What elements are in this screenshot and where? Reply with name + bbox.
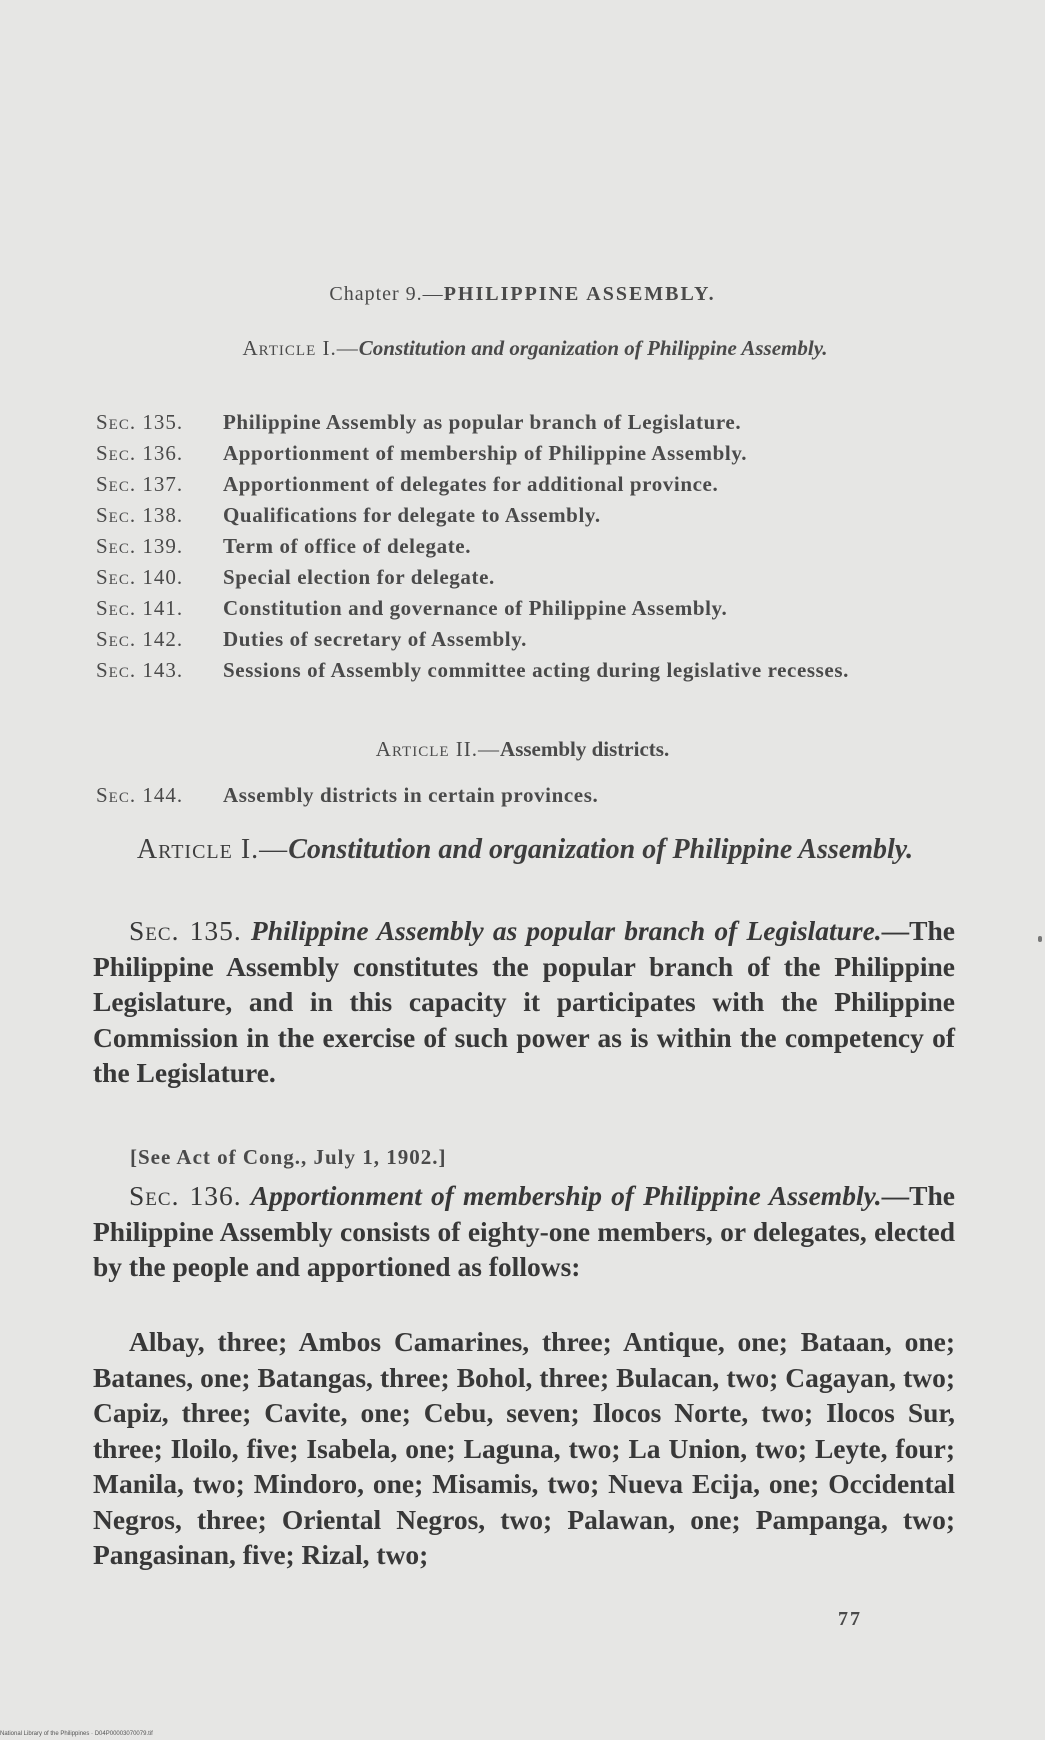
toc-article-1-heading [175, 333, 895, 363]
toc-article-title: Constitution and organization of Philippine Assembly. [358, 336, 828, 360]
toc-section-list-2 [96, 780, 966, 811]
toc-section-number: Sec. 135. [96, 410, 184, 434]
page-number: 77 [838, 1608, 862, 1630]
toc-article-label: Article I.— [242, 336, 359, 360]
toc-section-number: Sec. 137. [96, 472, 184, 496]
toc-section-number: Sec. 143. [96, 658, 184, 682]
toc-entry [96, 562, 966, 593]
section-text: —The Philippine Assembly constitutes the popular branch of the Philippine Legislature, and in this capacity it participates with the Philippine Commission in the exercise of such power as is within the competency of the Legislature. [93, 915, 956, 1088]
section-number: Sec. 135. [129, 915, 242, 946]
section-number: Sec. 136. [129, 1180, 242, 1211]
toc-section-title: Term of office of delegate. [223, 534, 472, 558]
section-caption: Philippine Assembly as popular branch of Legislature. [250, 915, 882, 946]
toc-section-number: Sec. 141. [96, 596, 184, 620]
chapter-title: PHILIPPINE ASSEMBLY. [443, 283, 716, 305]
toc-article-label: Article II.— [375, 737, 501, 761]
scan-credit-footer: National Library of the Philippines · D04P00003070079.tif [0, 1731, 153, 1737]
toc-section-number: Sec. 138. [96, 503, 184, 527]
section-135-paragraph [93, 913, 955, 1091]
toc-entry [96, 624, 966, 655]
toc-section-title: Sessions of Assembly committee acting during legislative recesses. [223, 658, 849, 682]
scan-edge-mark [1038, 936, 1042, 942]
body-article-label: Article I.— [136, 834, 289, 865]
toc-article-2-heading [0, 734, 1045, 764]
toc-entry [96, 655, 966, 686]
toc-section-title: Philippine Assembly as popular branch of Legislature. [223, 410, 742, 434]
toc-section-title: Special election for delegate. [223, 565, 495, 589]
body-article-1-heading [95, 832, 955, 868]
section-caption: Apportionment of membership of Philippine Assembly. [250, 1180, 882, 1211]
toc-entry [96, 469, 966, 500]
body-article-title: Constitution and organization of Philippine Assembly. [288, 834, 914, 865]
toc-section-title: Duties of secretary of Assembly. [223, 627, 528, 651]
toc-entry [96, 531, 966, 562]
toc-section-number: Sec. 142. [96, 627, 184, 651]
toc-section-title: Assembly districts in certain provinces. [223, 783, 599, 807]
toc-entry [96, 407, 966, 438]
chapter-label: Chapter 9.— [329, 283, 444, 305]
toc-entry [96, 500, 966, 531]
toc-section-number: Sec. 140. [96, 565, 184, 589]
section-136-paragraph [93, 1178, 955, 1285]
toc-article-title: Assembly districts. [500, 737, 670, 761]
toc-section-number: Sec. 139. [96, 534, 184, 558]
toc-section-title: Qualifications for delegate to Assembly. [223, 503, 601, 527]
toc-section-title: Apportionment of membership of Philippine Assembly. [223, 441, 748, 465]
toc-entry [96, 593, 966, 624]
citation: [See Act of Cong., July 1, 1902.] [130, 1145, 447, 1169]
chapter-heading [0, 283, 1045, 306]
toc-section-number: Sec. 144. [96, 783, 184, 807]
apportionment-text: Albay, three; Ambos Camarines, three; Antique, one; Bataan, one; Batanes, one; Batangas, three; Bohol, three; Bulacan, two; Cagayan, two; Capiz, three; Cavite, one; Cebu, seven; Ilocos Norte, two; Ilocos Sur, three; Iloilo, five; Isabela, one; Laguna, two; La Union, two; Leyte, four; Manila, two; Mindoro, one; Misamis, two; Nueva Ecija, one; Occidental Negros, three; Oriental Negros, two; Palawan, one; Pampanga, two; Pangasinan, five; Rizal, two; [93, 1326, 955, 1570]
toc-section-title: Apportionment of delegates for additional province. [223, 472, 719, 496]
toc-section-number: Sec. 136. [96, 441, 184, 465]
toc-entry [96, 780, 966, 811]
apportionment-paragraph [93, 1324, 955, 1573]
section-text: —The Philippine Assembly consists of eighty-one members, or delegates, elected by the people and apportioned as follows: [93, 1180, 955, 1282]
toc-section-list [96, 407, 966, 686]
toc-section-title: Constitution and governance of Philippine Assembly. [223, 596, 728, 620]
toc-entry [96, 438, 966, 469]
